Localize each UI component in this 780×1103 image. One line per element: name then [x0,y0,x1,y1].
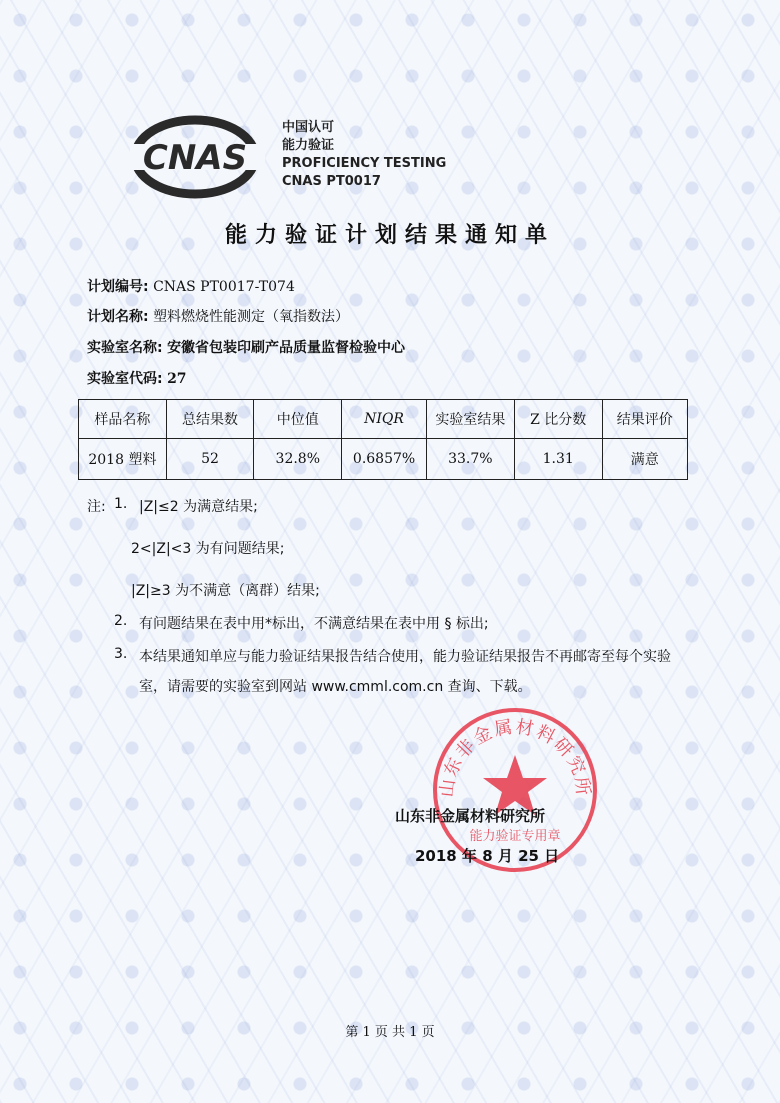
table-header: 实验室结果 [426,400,514,439]
note-number: 3. [114,646,128,662]
table-cell: 1.31 [514,439,602,480]
meta-lab-code [87,368,187,388]
notes-prefix: 注: [87,499,106,515]
note-number: 2. [114,613,128,629]
table-header: 结果评价 [602,400,687,439]
table-header: 样品名称 [79,400,167,439]
table-header-row [79,400,688,439]
logo-line: CNAS PT0017 [282,174,381,189]
note-text: 本结果通知单应与能力验证结果报告结合使用，能力验证结果报告不再邮寄至每个实验 [139,649,671,665]
page-footer: 第 1 页 共 1 页 [345,1025,435,1040]
cnas-logo [130,112,450,202]
meta-value: CNAS PT0017-T074 [153,279,295,295]
meta-label: 计划名称: [87,309,149,325]
results-table [78,399,688,480]
issue-date: 2018 年 8 月 25 日 [415,847,560,865]
meta-plan-number [87,276,295,296]
note-text: 2<|Z|<3 为有问题结果; [131,541,285,557]
table-header: 总结果数 [166,400,253,439]
logo-line: 中国认可 [282,120,335,135]
table-cell: 32.8% [254,439,342,480]
note-text: |Z|≤2 为满意结果; [139,499,258,515]
meta-value: 塑料燃烧性能测定（氧指数法） [153,309,350,325]
table-cell: 0.6857% [342,439,427,480]
signature-org: 山东非金属材料研究所 [395,807,546,825]
note-number: 1. [114,496,128,512]
table-cell: 52 [166,439,253,480]
table-header: Z 比分数 [514,400,602,439]
cnas-logo-icon [130,112,280,202]
meta-label: 计划编号: [87,279,149,295]
meta-lab-name [87,337,405,357]
meta-label: 实验室名称: [87,340,163,356]
meta-value: 安徽省包装印刷产品质量监督检验中心 [167,340,406,356]
table-header: NIQR [342,400,427,439]
cnas-logo-text: CNAS [142,138,248,178]
meta-label: 实验室代码: [87,371,163,387]
logo-line: 能力验证 [282,138,335,153]
page-title: 能力验证计划结果通知单 [224,223,555,248]
table-cell: 2018 塑料 [79,439,167,480]
meta-value: 27 [167,371,187,387]
table-row [79,439,688,480]
meta-plan-name [87,306,349,326]
logo-line: PROFICIENCY TESTING [282,156,447,171]
note-text: |Z|≥3 为不满意（离群）结果; [131,583,320,599]
table-header: 中位值 [254,400,342,439]
note-text: 室，请需要的实验室到网站 www.cmml.com.cn 查询、下载。 [139,679,532,695]
table-cell: 33.7% [426,439,514,480]
note-text: 有问题结果在表中用*标出，不满意结果在表中用 § 标出; [139,616,489,632]
table-cell: 满意 [602,439,687,480]
seal-text: 山东非金属材料研究所 [436,716,594,799]
logo-caption [282,119,446,191]
seal-sub-text: 能力验证专用章 [469,829,561,844]
